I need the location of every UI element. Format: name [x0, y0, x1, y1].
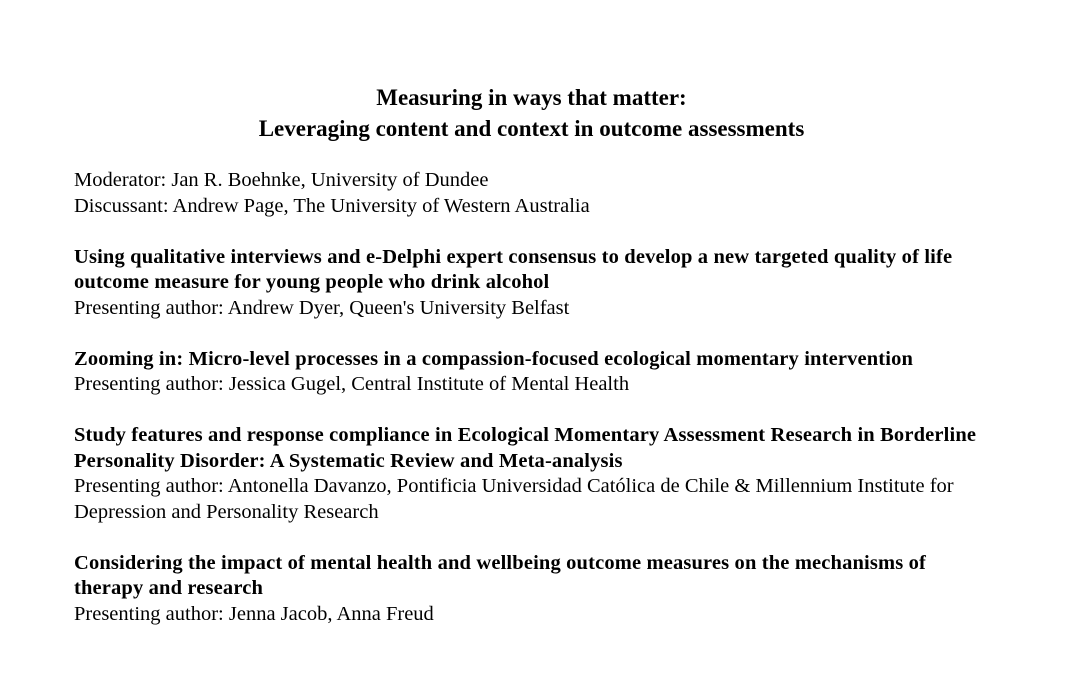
session-roles [74, 168, 994, 219]
talk-title: Zooming in: Micro-level processes in a compassion-focused ecological momentary intervention [74, 347, 914, 370]
title-line-2: Leveraging content and context in outcome assessments [258, 116, 805, 141]
talk-author: Presenting author: Andrew Dyer, Queen's University Belfast [74, 296, 570, 319]
talk-author: Presenting author: Jessica Gugel, Central Institute of Mental Health [74, 373, 630, 395]
moderator-line: Moderator: Jan R. Boehnke, University of Dundee [74, 169, 489, 191]
talk-title: Study features and response compliance in Ecological Momentary Assessment Research in Borderline Personality Disorder: A Systematic Review and Meta-analysis [74, 424, 977, 472]
talk-2 [74, 347, 994, 398]
talk-3 [74, 423, 994, 525]
talk-author: Presenting author: Antonella Davanzo, Pontificia Universidad Católica de Chile & Millennium Institute for Depression and Personality Research [74, 475, 954, 523]
title-line-1: Measuring in ways that matter: [376, 85, 687, 110]
document-title [74, 82, 989, 144]
talk-title: Using qualitative interviews and e-Delphi expert consensus to develop a new targeted quality of life outcome measure for young people who drink alcohol [74, 245, 953, 293]
discussant-line: Discussant: Andrew Page, The University of Western Australia [74, 194, 590, 217]
document-page [74, 82, 994, 627]
talk-4 [74, 551, 994, 628]
talk-title: Considering the impact of mental health and wellbeing outcome measures on the mechanisms of therapy and research [74, 551, 927, 599]
talk-1 [74, 245, 994, 322]
talk-author: Presenting author: Jenna Jacob, Anna Freud [74, 602, 434, 625]
